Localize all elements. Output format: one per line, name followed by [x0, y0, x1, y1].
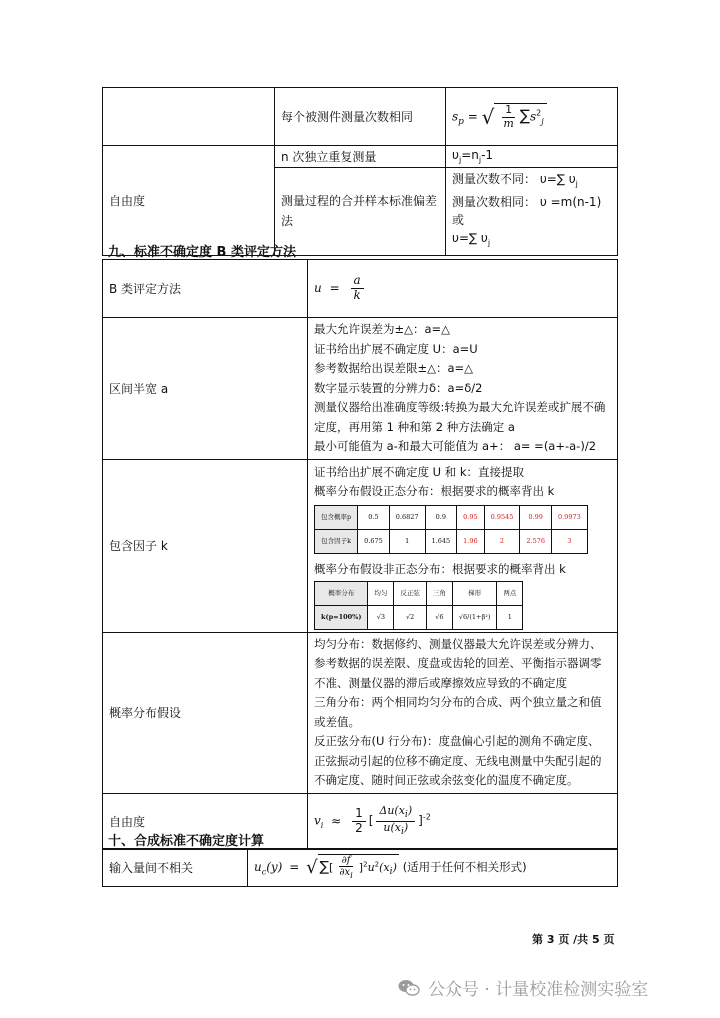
distribution-label: 概率分布假设	[103, 632, 308, 793]
row1-method: 每个被测件测量次数相同	[275, 88, 446, 146]
nonnormal-k-table: 概率分布 均匀 反正弦 三角 梯形 两点 k(p=100%) √3 √2 √6 √6/(1+β²) 1	[314, 581, 523, 630]
empty-cell	[103, 88, 275, 146]
section9-table	[102, 259, 618, 850]
normal-k-table: 包含概率p 0.5 0.6827 0.9 0.95 0.9545 0.99 0.9973 包含因子k 0.675 1 1.645 1.96 2 2.576 3	[314, 505, 588, 554]
wechat-icon	[398, 979, 420, 997]
row3-formula: 测量次数不同： υ=∑ $\upsilon_j$ 测量次数相同： υ =m(n-1)或 υ=∑ $\upsilon_j$	[446, 168, 618, 256]
method-formula: u = $\frac{a}{k}$	[308, 260, 618, 318]
page-number: 第 3 页 /共 5 页	[532, 933, 615, 946]
dof-label-b: 自由度	[103, 793, 308, 849]
interval-label: 区间半宽 a	[103, 318, 308, 460]
row3-method: 测量过程的合并样本标准偏差法	[275, 168, 446, 256]
row2-method: n 次独立重复测量	[275, 146, 446, 168]
combined-formula: $u_c(y)$ = √ ∑[ $\frac{\partial f}{\partial x_i}$ ]$^2u^2(x_i)$ (适用于任何不相关形式)	[248, 849, 618, 887]
coverage-label: 包含因子 k	[103, 459, 308, 632]
interval-content: 最大允许误差为±△：a=△ 证书给出扩展不确定度 U：a=U 参考数据给出误差限±△：a=△ 数字显示装置的分辨力δ：a=δ/2 测量仪器给出准确度等级:转换为最大允许误差或扩展不确定度，再用第 1 种和第 2 种方法确定 a 最小可能值为 a-和最大可能值为 a+： a= =(a+-a-)/2	[308, 318, 618, 460]
dof-label: 自由度	[103, 146, 275, 256]
distribution-content: 均匀分布：数据修约、测量仪器最大允许误差或分辨力、参考数据的误差限、度盘或齿轮的回差、平衡指示器调零不准、测量仪器的滞后或摩擦效应导致的不确定度 三角分布：两个相同均匀分布的合成、两个独立量之和值或差值。 反正弦分布(U 行分布)：度盘偏心引起的测角不确定度、正弦振动引起的位移不确定度、无线电测量中失配引起的不确定度、随时间正弦或余弦变化的温度不确定度。	[308, 632, 618, 793]
section9-title: 九、标准不确定度 B 类评定方法	[108, 245, 296, 260]
coverage-content: 证书给出扩展不确定度 U 和 k：直接提取 概率分布假设正态分布：根据要求的概率背出 k 包含概率p 0.5 0.6827 0.9 0.95 0.9545 0.99 0.9973 包含因子k 0.675 1 1.645 1.96 2 2.576 3 概率分布假设非正态分布：根据要求的概率背出 k 概率分布 均匀 反正弦 三角 梯形 两点 k(p=100%) √3 √2 √6 √6/(1+β²) 1	[308, 459, 618, 632]
watermark: 公众号 · 计量校准检测实验室	[398, 975, 648, 1000]
method-label: B 类评定方法	[103, 260, 308, 318]
row1-formula: $s_p$ = √ $\frac{1}{m}$ $\sum s^2_j$	[446, 88, 618, 146]
uncorrelated-label: 输入量间不相关	[103, 849, 248, 887]
section10-table	[102, 848, 618, 887]
row2-formula: $\upsilon_j=n_j-1$	[446, 146, 618, 168]
top-table	[102, 87, 618, 256]
dof-formula: $v_i$ ≈ $\frac{1}{2}$ [ $\frac{\Delta u(x_i)}{u(x_i)}$ ]$^{-2}$	[308, 793, 618, 849]
section10-title: 十、合成标准不确定度计算	[108, 834, 265, 849]
